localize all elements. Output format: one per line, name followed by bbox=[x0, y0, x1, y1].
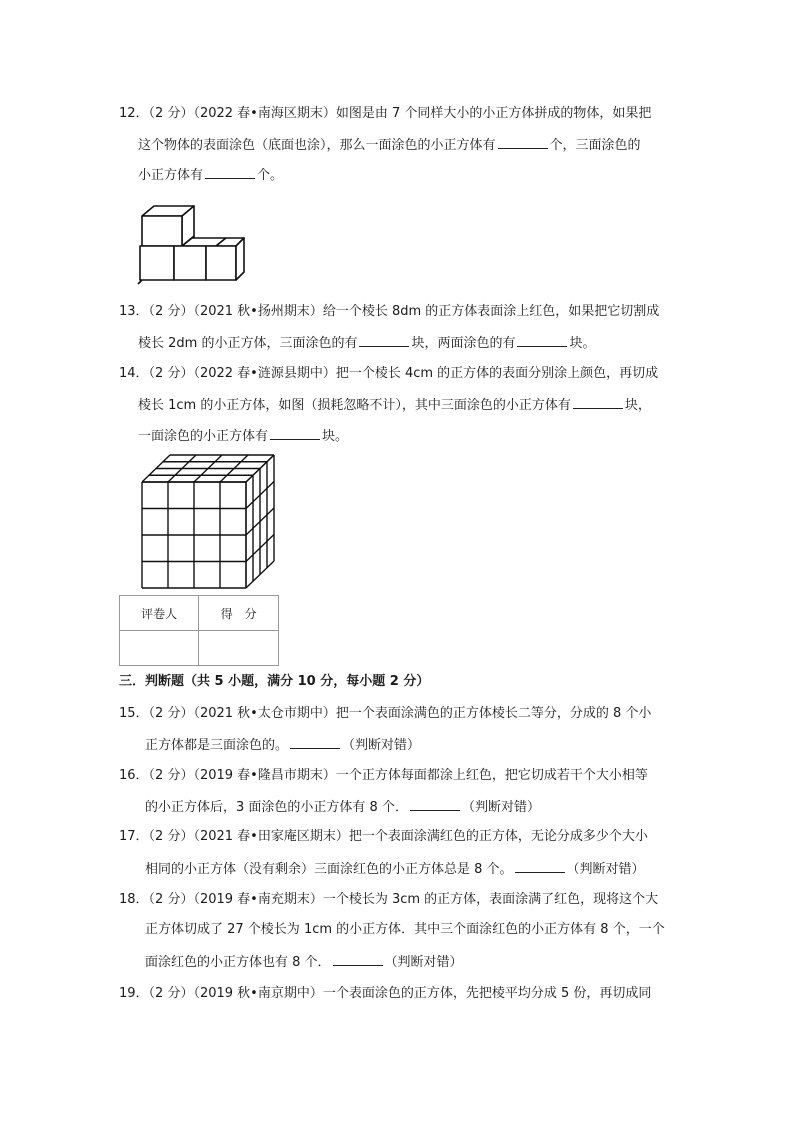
q13-line1: 13．（2 分）（2021 秋•扬州期末）给一个棱长 8dm 的正方体表面涂上红色，如果把它切割成 bbox=[119, 304, 660, 319]
answer-blank[interactable] bbox=[498, 136, 548, 149]
score-cell[interactable] bbox=[199, 631, 279, 666]
q19-line1: 19．（2 分）（2019 秋•南京期中）一个表面涂色的正方体，先把棱平均分成 5 份，再切成同 bbox=[119, 986, 652, 1001]
q17-line2 bbox=[145, 860, 645, 878]
q12-line2 bbox=[138, 136, 641, 154]
q15-line2 bbox=[145, 736, 420, 754]
answer-blank[interactable] bbox=[270, 427, 320, 440]
answer-blank[interactable] bbox=[333, 953, 383, 966]
q16-text: （判断对错） bbox=[461, 800, 540, 815]
q13-text: 块，两面涂色的有 bbox=[411, 336, 516, 351]
q12-text: 这个物体的表面涂色（底面也涂），那么一面涂色的小正方体有 bbox=[138, 138, 496, 153]
grid-cube-figure bbox=[140, 452, 276, 590]
q13-text: 棱长 2dm 的小正方体，三面涂色的有 bbox=[138, 336, 358, 351]
answer-blank[interactable] bbox=[410, 798, 460, 811]
q12-text: 个，三面涂色的 bbox=[549, 138, 641, 153]
q16-line1: 16．（2 分）（2019 春•隆昌市期末）一个正方体每面都涂上红色，把它切成若干个大小相等 bbox=[119, 768, 648, 783]
q18-text: 面涂红色的小正方体也有 8 个． bbox=[145, 955, 331, 970]
score-header: 得 分 bbox=[199, 596, 279, 631]
grader-header: 评卷人 bbox=[120, 596, 199, 631]
answer-blank[interactable] bbox=[359, 334, 409, 347]
cube-stack-figure bbox=[136, 196, 252, 288]
q17-line1: 17．（2 分）（2021 春•田家庵区期末）把一个表面涂满红色的正方体，无论分成多少个大小 bbox=[119, 829, 648, 844]
answer-blank[interactable] bbox=[515, 860, 565, 873]
q17-text: （判断对错） bbox=[566, 862, 645, 877]
q16-line2 bbox=[145, 798, 540, 816]
answer-blank[interactable] bbox=[290, 736, 340, 749]
q12-line3 bbox=[138, 166, 283, 184]
section-heading: 三．判断题（共 5 小题，满分 10 分，每小题 2 分） bbox=[119, 674, 430, 689]
q13-text: 块。 bbox=[569, 336, 596, 351]
q12-text: 小正方体有 bbox=[138, 168, 204, 183]
q12-text: 个。 bbox=[257, 168, 284, 183]
q14-text: 一面涂色的小正方体有 bbox=[138, 429, 269, 444]
q14-line3 bbox=[138, 427, 348, 445]
q15-text: 正方体都是三面涂色的。 bbox=[145, 738, 289, 753]
answer-blank[interactable] bbox=[205, 166, 255, 179]
q18-line2: 正方体切成了 27 个棱长为 1cm 的小正方体．其中三个面涂红色的小正方体有 8 个，一个 bbox=[145, 922, 665, 937]
q14-text: 块， bbox=[624, 398, 651, 413]
q14-line1: 14．（2 分）（2022 春•涟源县期中）把一个棱长 4cm 的正方体的表面分别涂上颜色，再切成 bbox=[119, 366, 659, 381]
answer-blank[interactable] bbox=[517, 334, 567, 347]
q18-text: （判断对错） bbox=[384, 955, 463, 970]
q16-text: 的小正方体后，3 面涂色的小正方体有 8 个． bbox=[145, 800, 408, 815]
q18-line1: 18．（2 分）（2019 春•南充期末）一个棱长为 3cm 的正方体，表面涂满了红色，现将这个大 bbox=[119, 892, 659, 907]
answer-blank[interactable] bbox=[573, 396, 623, 409]
q13-line2 bbox=[138, 334, 595, 352]
q14-text: 块。 bbox=[322, 429, 349, 444]
q12-line1: 12．（2 分）（2022 春•南海区期末）如图是由 7 个同样大小的小正方体拼成的物体，如果把 bbox=[119, 106, 652, 121]
score-table bbox=[119, 595, 279, 666]
q18-line3 bbox=[145, 953, 463, 971]
q15-text: （判断对错） bbox=[342, 738, 421, 753]
q17-text: 相同的小正方体（没有剩余）三面涂红色的小正方体总是 8 个。 bbox=[145, 862, 513, 877]
q15-line1: 15．（2 分）（2021 秋•太仓市期中）把一个表面涂满色的正方体棱长二等分，分成的 8 个小 bbox=[119, 706, 652, 721]
q14-text: 棱长 1cm 的小正方体，如图（损耗忽略不计），其中三面涂色的小正方体有 bbox=[138, 398, 571, 413]
grader-cell[interactable] bbox=[120, 631, 199, 666]
q14-line2 bbox=[138, 396, 651, 414]
